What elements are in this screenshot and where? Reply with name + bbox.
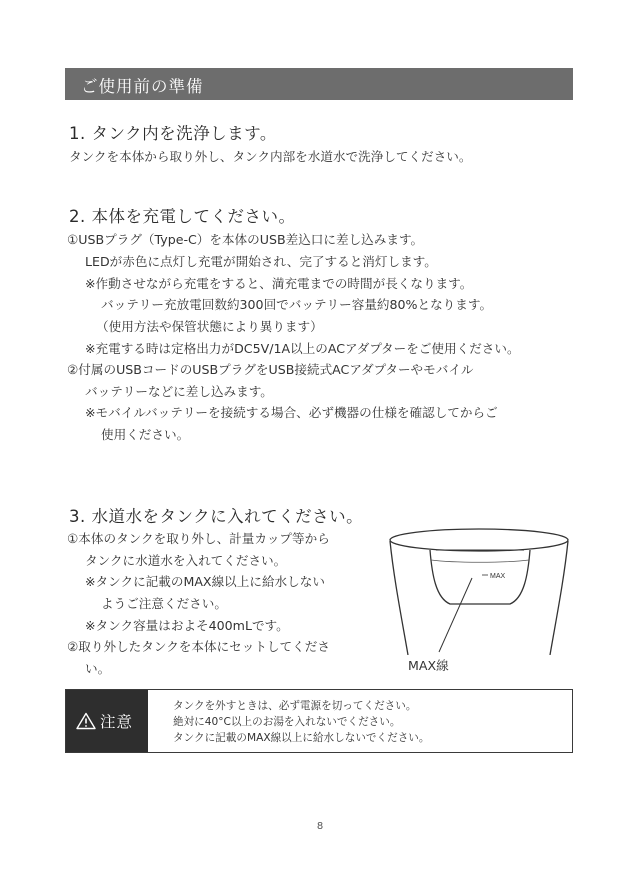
caution-text	[173, 698, 430, 746]
step3-line: ※タンク容量はおよそ400mLです。	[85, 618, 289, 633]
step2-line: LEDが赤色に点灯し充電が開始され、完了すると消灯します。	[85, 254, 437, 269]
tank-illustration	[384, 520, 574, 655]
step2-line: ※作動させながら充電をすると、満充電までの時間が長くなります。	[85, 276, 473, 291]
caution-line: タンクに記載のMAX線以上に給水しないでください。	[173, 732, 430, 744]
step2-line: ※充電する時は定格出力がDC5V/1A以上のACアダプターをご使用ください。	[85, 341, 520, 356]
tank-rim	[390, 529, 568, 551]
step2-line: バッテリーなどに差し込みます。	[85, 384, 273, 399]
step3-line: タンクに水道水を入れてください。	[85, 553, 287, 568]
step2-line: 使用ください。	[101, 427, 190, 442]
step3-line: ようご注意ください。	[101, 596, 227, 611]
max-caption: MAX線	[408, 658, 449, 673]
step3-line: い。	[85, 661, 111, 676]
caution-line: タンクを外すときは、必ず電源を切ってください。	[173, 700, 417, 712]
tank-outer-wall	[550, 541, 568, 655]
step2-line: ※モバイルバッテリーを接続する場合、必ず機器の仕様を確認してからご	[85, 405, 498, 420]
caution-label: 注意	[100, 713, 134, 731]
tank-inner	[430, 550, 530, 604]
section-banner	[65, 68, 573, 100]
caution-line: 絶対に40°C以上のお湯を入れないでください。	[173, 716, 401, 728]
step3-line: ①本体のタンクを取り外し、計量カップ等から	[67, 531, 330, 546]
step1-line: タンクを本体から取り外し、タンク内部を水道水で洗浄してください。	[69, 149, 472, 164]
warning-icon	[76, 712, 96, 730]
max-mark: MAX	[490, 573, 506, 580]
step3-line: ②取り外したタンクを本体にセットしてくださ	[67, 639, 330, 654]
step2-heading: 2. 本体を充電してください。	[69, 207, 296, 226]
page-number: 8	[316, 821, 324, 832]
tank-outer-wall	[390, 541, 408, 655]
water-line	[431, 560, 529, 562]
caution-box	[65, 689, 573, 753]
step2-line: （使用方法や保管状態により異ります）	[96, 319, 323, 334]
caution-label-block	[66, 690, 148, 752]
step2-line: バッテリー充放電回数約300回でバッテリー容量約80%となります。	[101, 297, 493, 312]
step2-line: ②付属のUSBコードのUSBプラグをUSB接続式ACアダプターやモバイル	[67, 362, 474, 377]
step3-heading: 3. 水道水をタンクに入れてください。	[69, 507, 364, 526]
step2-line: ①USBプラグ（Type-C）を本体のUSB差込口に差し込みます。	[67, 232, 424, 247]
step3-line: ※タンクに記載のMAX線以上に給水しない	[85, 574, 325, 589]
max-leader-line	[439, 578, 472, 652]
step1-heading: 1. タンク内を洗浄します。	[69, 124, 277, 143]
section-title: ご使用前の準備	[81, 77, 204, 96]
